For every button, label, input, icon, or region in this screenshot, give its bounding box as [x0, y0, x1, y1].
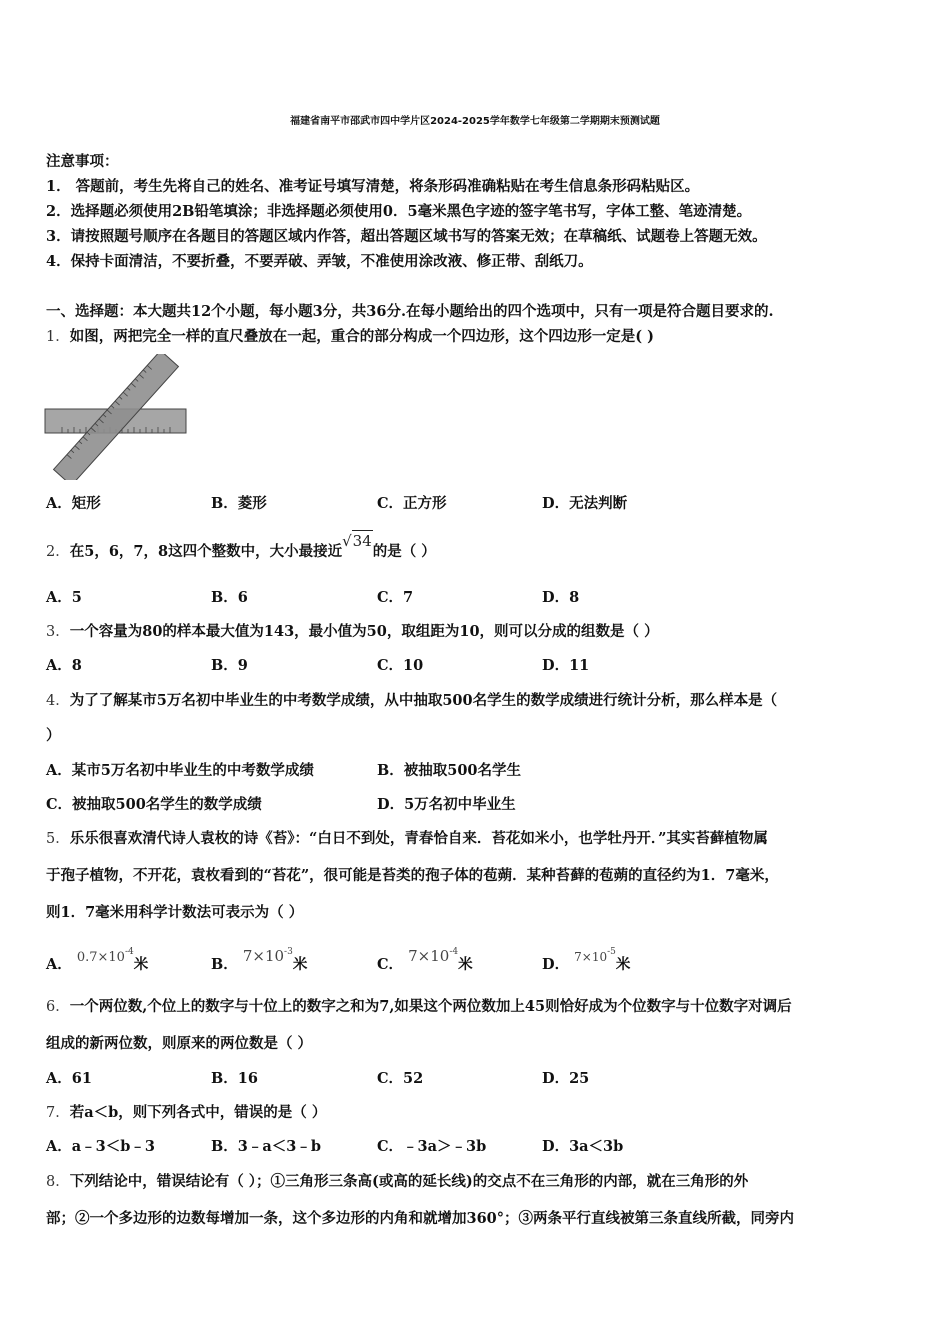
question-text: 如图，两把完全一样的直尺叠放在一起，重合的部分构成一个四边形，这个四边形一定是( ): [69, 328, 655, 345]
math-exponent: -3: [284, 947, 293, 957]
option-label: A．: [46, 956, 72, 973]
q3-option-b: B．9: [211, 657, 248, 674]
option-label: C．: [377, 956, 404, 973]
question-text: 一个两位数,个位上的数字与十位上的数字之和为7,如果这个两位数加上45则恰好成为个位数字与十位数字对调后: [69, 998, 792, 1015]
q1-option-a: A．矩形: [46, 495, 101, 512]
question-text-end: 的是（ ）: [372, 543, 436, 560]
option-unit: 米: [458, 956, 473, 973]
question-1: [46, 327, 654, 347]
question-text: 在5，6，7，8这四个整数中，大小最接近: [69, 543, 343, 560]
q5-option-d: [542, 947, 631, 975]
notes-heading: 注意事项：: [46, 153, 119, 170]
question-8-line-2: 部；②一个多边形的边数每增加一条，这个多边形的内角和就增加360°；③两条平行直线被第三条直线所截，同旁内: [46, 1210, 795, 1227]
question-number: 1．: [46, 329, 70, 345]
math-exponent: -4: [449, 947, 459, 957]
option-math: [243, 947, 293, 965]
q5-option-b: [211, 947, 308, 975]
question-number: 8．: [46, 1174, 70, 1190]
q3-option-a: A．8: [46, 657, 82, 674]
math-base: 7×10: [242, 947, 285, 965]
math-base: 7×10: [408, 947, 450, 965]
math-exponent: -4: [124, 947, 134, 957]
question-number: 4．: [46, 693, 70, 709]
q2-option-d: D．8: [542, 589, 580, 606]
option-math: [574, 947, 616, 964]
q6-option-b: B．16: [211, 1070, 258, 1087]
question-6: [46, 997, 792, 1017]
question-8: [46, 1172, 748, 1192]
option-label: B．: [211, 956, 238, 973]
question-number: 6．: [46, 999, 70, 1015]
question-6-line-2: 组成的新两位数，则原来的两位数是（ ）: [46, 1035, 313, 1052]
q7-option-c: C．﹣3a＞﹣3b: [377, 1138, 487, 1155]
q2-option-a: A．5: [46, 589, 82, 606]
q2-option-c: C．7: [377, 589, 414, 606]
option-math: [76, 947, 134, 965]
page-title: 福建省南平市邵武市四中学片区2024-2025学年数学七年级第二学期期末预测试题: [290, 116, 660, 127]
question-5: [46, 829, 768, 849]
question-4: [46, 691, 777, 711]
math-exponent: -5: [607, 947, 616, 957]
q5-option-a: [46, 947, 149, 976]
q7-option-d: D．3a＜3b: [542, 1138, 624, 1155]
question-number: 2．: [46, 544, 70, 560]
option-label: D．: [542, 956, 570, 973]
q6-option-a: A．61: [46, 1070, 92, 1087]
section-heading: 一、选择题：本大题共12个小题，每小题3分，共36分.在每小题给出的四个选项中，只有一项是符合题目要求的.: [46, 303, 774, 320]
q1-option-b: B．菱形: [211, 495, 267, 512]
question-text: 下列结论中，错误结论有（ ）；①三角形三条高(或高的延长线)的交点不在三角形的内部，就在三角形的外: [69, 1173, 749, 1190]
q3-option-c: C．10: [377, 657, 424, 674]
q1-option-d: D．无法判断: [542, 495, 628, 512]
option-unit: 米: [133, 956, 149, 973]
question-2: [46, 532, 436, 562]
q5-option-c: [377, 947, 473, 975]
option-unit: 米: [615, 956, 631, 973]
math-base: 7×10: [574, 950, 608, 964]
q2-option-b: B．6: [211, 589, 248, 606]
question-text: 一个容量为80的样本最大值为143，最小值为50，取组距为10，则可以分成的组数是（ ）: [69, 623, 659, 640]
sqrt-sign: √: [342, 532, 352, 550]
question-text: 若a＜b，则下列各式中，错误的是（ ）: [69, 1104, 327, 1121]
q4-option-b: B．被抽取500名学生: [377, 762, 522, 779]
question-5-line-2: 于孢子植物，不开花，袁枚看到的“苔花”，很可能是苔类的孢子体的苞蒴．某种苔藓的苞蒴的直径约为1．7毫米，: [46, 867, 779, 884]
q1-option-c: C．正方形: [377, 495, 447, 512]
question-text: 乐乐很喜欢清代诗人袁枚的诗《苔》：“白日不到处，青春恰自来．苔花如米小，也学牡丹开．”其实苔藓植物属: [69, 830, 768, 847]
radicand: 34: [352, 532, 372, 550]
q6-option-c: C．52: [377, 1070, 424, 1087]
question-7: [46, 1103, 326, 1123]
question-number: 7．: [46, 1105, 70, 1121]
option-unit: 米: [292, 956, 308, 973]
note-item-4: 4．保持卡面清洁，不要折叠，不要弄破、弄皱，不准使用涂改液、修正带、刮纸刀。: [46, 253, 593, 270]
q6-option-d: D．25: [542, 1070, 590, 1087]
question-number: 5．: [46, 831, 70, 847]
q7-option-b: B．3﹣a＜3﹣b: [211, 1138, 321, 1155]
math-base: 0.7×10: [76, 950, 125, 965]
note-item-2: 2．选择题必须使用2B铅笔填涂；非选择题必须使用0．5毫米黑色字迹的签字笔书写，字体工整、笔迹清楚。: [46, 203, 752, 220]
note-item-1: 1． 答题前，考生先将自己的姓名、准考证号填写清楚，将条形码准确粘贴在考生信息条形码粘贴区。: [46, 178, 700, 195]
sqrt-34: [342, 530, 373, 551]
question-number: 3．: [46, 624, 70, 640]
q3-option-d: D．11: [542, 657, 590, 674]
q4-option-c: C．被抽取500名学生的数学成绩: [46, 796, 262, 813]
overlapping-rulers-figure: [44, 354, 190, 480]
question-4-cont: ）: [46, 727, 61, 744]
q4-option-a: A．某市5万名初中毕业生的中考数学成绩: [46, 762, 314, 779]
q4-option-d: D．5万名初中毕业生: [377, 796, 516, 813]
q7-option-a: A．a﹣3＜b﹣3: [46, 1138, 155, 1155]
question-text: 为了了解某市5万名初中毕业生的中考数学成绩，从中抽取500名学生的数学成绩进行统计分析，那么样本是（: [69, 692, 778, 709]
question-3: [46, 622, 659, 642]
note-item-3: 3．请按照题号顺序在各题目的答题区域内作答，超出答题区域书写的答案无效；在草稿纸、试题卷上答题无效。: [46, 228, 767, 245]
question-5-line-3: 则1．7毫米用科学计数法可表示为（ ）: [46, 904, 304, 921]
option-math: [408, 947, 458, 965]
